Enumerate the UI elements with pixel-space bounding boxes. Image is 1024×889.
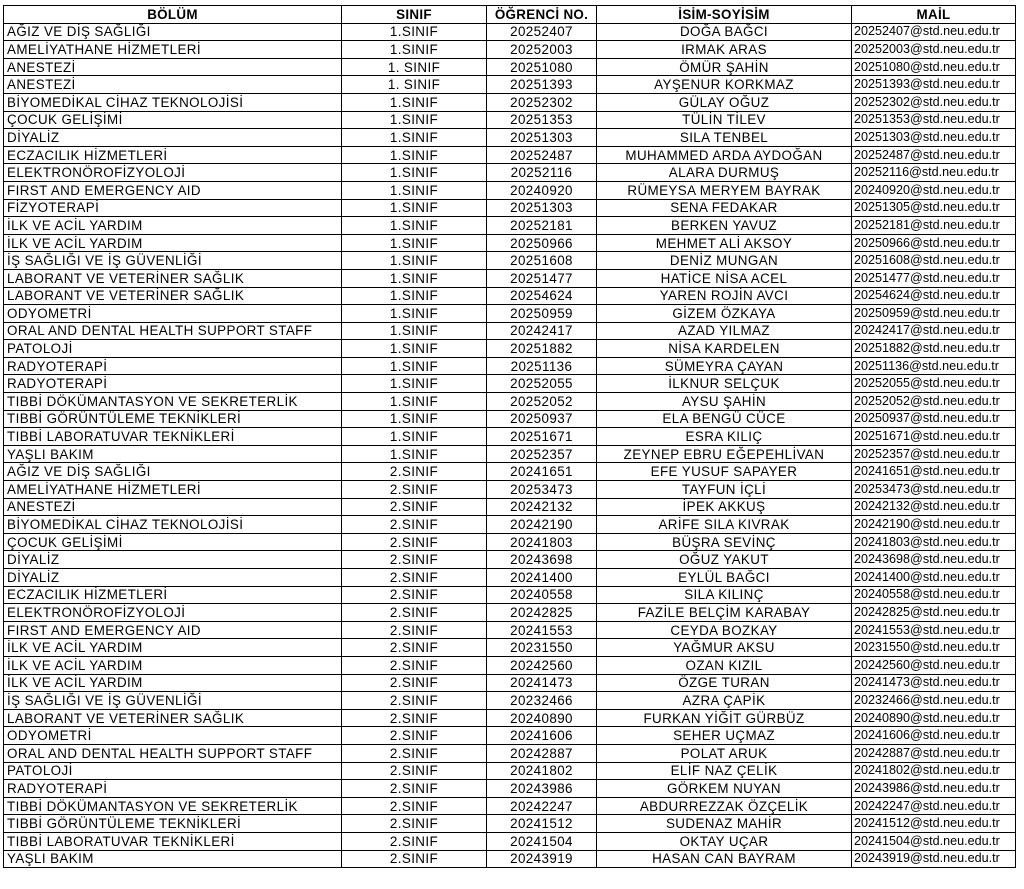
cell-bolum: ANESTEZİ xyxy=(4,76,342,94)
table-row xyxy=(4,744,1016,762)
cell-isim-soyisim: EYLÜL BAĞCI xyxy=(597,569,852,587)
cell-mail: 20231550@std.neu.edu.tr xyxy=(852,639,1016,657)
cell-ogrenci-no: 20254624 xyxy=(487,287,597,305)
cell-mail: 20242190@std.neu.edu.tr xyxy=(852,516,1016,534)
cell-mail: 20242825@std.neu.edu.tr xyxy=(852,604,1016,622)
cell-isim-soyisim: AYŞENUR KORKMAZ xyxy=(597,76,852,94)
header-sinif: SINIF xyxy=(342,6,487,24)
cell-ogrenci-no: 20242887 xyxy=(487,744,597,762)
cell-isim-soyisim: AZRA ÇAPİK xyxy=(597,692,852,710)
cell-mail: 20232466@std.neu.edu.tr xyxy=(852,692,1016,710)
table-row xyxy=(4,621,1016,639)
cell-ogrenci-no: 20242560 xyxy=(487,656,597,674)
cell-isim-soyisim: OZAN KIZIL xyxy=(597,656,852,674)
cell-sinif: 1.SINIF xyxy=(342,322,487,340)
table-row xyxy=(4,199,1016,217)
cell-isim-soyisim: ÖMÜR ŞAHİN xyxy=(597,58,852,76)
cell-mail: 20250959@std.neu.edu.tr xyxy=(852,305,1016,323)
cell-bolum: ÇOCUK GELİŞİMİ xyxy=(4,533,342,551)
table-row xyxy=(4,551,1016,569)
cell-mail: 20241803@std.neu.edu.tr xyxy=(852,533,1016,551)
cell-mail: 20240890@std.neu.edu.tr xyxy=(852,709,1016,727)
table-row xyxy=(4,569,1016,587)
cell-mail: 20252181@std.neu.edu.tr xyxy=(852,217,1016,235)
cell-sinif: 1.SINIF xyxy=(342,234,487,252)
cell-ogrenci-no: 20252302 xyxy=(487,93,597,111)
cell-ogrenci-no: 20241473 xyxy=(487,674,597,692)
cell-sinif: 2.SINIF xyxy=(342,692,487,710)
cell-ogrenci-no: 20241651 xyxy=(487,463,597,481)
cell-ogrenci-no: 20252487 xyxy=(487,146,597,164)
cell-sinif: 2.SINIF xyxy=(342,463,487,481)
table-row xyxy=(4,164,1016,182)
cell-isim-soyisim: IRMAK ARAS xyxy=(597,41,852,59)
cell-mail: 20251393@std.neu.edu.tr xyxy=(852,76,1016,94)
table-row xyxy=(4,357,1016,375)
cell-isim-soyisim: SENA FEDAKAR xyxy=(597,199,852,217)
cell-isim-soyisim: ALARA DURMUŞ xyxy=(597,164,852,182)
header-isim-soyisim: İSİM-SOYİSİM xyxy=(597,6,852,24)
cell-ogrenci-no: 20241606 xyxy=(487,727,597,745)
cell-isim-soyisim: GÜLAY OĞUZ xyxy=(597,93,852,111)
cell-sinif: 2.SINIF xyxy=(342,551,487,569)
cell-ogrenci-no: 20241400 xyxy=(487,569,597,587)
cell-mail: 20251305@std.neu.edu.tr xyxy=(852,199,1016,217)
cell-isim-soyisim: HATİCE NİSA ACEL xyxy=(597,269,852,287)
cell-bolum: TIBBİ DÖKÜMANTASYON VE SEKRETERLİK xyxy=(4,797,342,815)
cell-sinif: 2.SINIF xyxy=(342,815,487,833)
cell-ogrenci-no: 20251080 xyxy=(487,58,597,76)
cell-isim-soyisim: AZAD YILMAZ xyxy=(597,322,852,340)
cell-sinif: 2.SINIF xyxy=(342,586,487,604)
cell-mail: 20251477@std.neu.edu.tr xyxy=(852,269,1016,287)
table-row xyxy=(4,58,1016,76)
table-row xyxy=(4,129,1016,147)
cell-sinif: 1.SINIF xyxy=(342,23,487,41)
cell-mail: 20242132@std.neu.edu.tr xyxy=(852,498,1016,516)
cell-sinif: 2.SINIF xyxy=(342,727,487,745)
cell-ogrenci-no: 20241512 xyxy=(487,815,597,833)
cell-isim-soyisim: GÖRKEM NUYAN xyxy=(597,780,852,798)
table-row xyxy=(4,41,1016,59)
cell-bolum: BİYOMEDİKAL CİHAZ TEKNOLOJİSİ xyxy=(4,93,342,111)
table-row xyxy=(4,375,1016,393)
cell-isim-soyisim: SILA KILINÇ xyxy=(597,586,852,604)
cell-ogrenci-no: 20252055 xyxy=(487,375,597,393)
cell-isim-soyisim: RÜMEYSA MERYEM BAYRAK xyxy=(597,181,852,199)
cell-bolum: FİZYOTERAPİ xyxy=(4,199,342,217)
cell-sinif: 2.SINIF xyxy=(342,533,487,551)
cell-bolum: ODYOMETRİ xyxy=(4,727,342,745)
table-row xyxy=(4,340,1016,358)
cell-isim-soyisim: BERKEN YAVUZ xyxy=(597,217,852,235)
cell-isim-soyisim: SILA TENBEL xyxy=(597,129,852,147)
cell-mail: 20242560@std.neu.edu.tr xyxy=(852,656,1016,674)
cell-isim-soyisim: YAREN ROJİN AVCI xyxy=(597,287,852,305)
cell-ogrenci-no: 20252407 xyxy=(487,23,597,41)
cell-sinif: 1.SINIF xyxy=(342,129,487,147)
cell-mail: 20241512@std.neu.edu.tr xyxy=(852,815,1016,833)
cell-ogrenci-no: 20242190 xyxy=(487,516,597,534)
cell-ogrenci-no: 20252116 xyxy=(487,164,597,182)
cell-bolum: TIBBİ LABORATUVAR TEKNİKLERİ xyxy=(4,428,342,446)
table-row xyxy=(4,516,1016,534)
cell-bolum: ÇOCUK GELİŞİMİ xyxy=(4,111,342,129)
cell-mail: 20243986@std.neu.edu.tr xyxy=(852,780,1016,798)
cell-bolum: RADYOTERAPİ xyxy=(4,375,342,393)
cell-isim-soyisim: İPEK AKKUŞ xyxy=(597,498,852,516)
cell-sinif: 1.SINIF xyxy=(342,410,487,428)
cell-ogrenci-no: 20243919 xyxy=(487,850,597,868)
cell-mail: 20241400@std.neu.edu.tr xyxy=(852,569,1016,587)
cell-isim-soyisim: SEHER UÇMAZ xyxy=(597,727,852,745)
cell-ogrenci-no: 20250959 xyxy=(487,305,597,323)
cell-ogrenci-no: 20251303 xyxy=(487,199,597,217)
cell-ogrenci-no: 20252181 xyxy=(487,217,597,235)
cell-mail: 20252052@std.neu.edu.tr xyxy=(852,393,1016,411)
table-row xyxy=(4,322,1016,340)
cell-ogrenci-no: 20253473 xyxy=(487,481,597,499)
cell-mail: 20252055@std.neu.edu.tr xyxy=(852,375,1016,393)
table-row xyxy=(4,656,1016,674)
cell-sinif: 2.SINIF xyxy=(342,656,487,674)
cell-sinif: 1.SINIF xyxy=(342,305,487,323)
cell-sinif: 2.SINIF xyxy=(342,498,487,516)
cell-bolum: ECZACILIK HİZMETLERİ xyxy=(4,586,342,604)
cell-bolum: TIBBİ LABORATUVAR TEKNİKLERİ xyxy=(4,832,342,850)
table-row xyxy=(4,604,1016,622)
cell-ogrenci-no: 20251608 xyxy=(487,252,597,270)
cell-mail: 20254624@std.neu.edu.tr xyxy=(852,287,1016,305)
cell-mail: 20241473@std.neu.edu.tr xyxy=(852,674,1016,692)
table-row xyxy=(4,674,1016,692)
cell-sinif: 2.SINIF xyxy=(342,744,487,762)
cell-ogrenci-no: 20241803 xyxy=(487,533,597,551)
cell-sinif: 2.SINIF xyxy=(342,780,487,798)
cell-isim-soyisim: AYSU ŞAHİN xyxy=(597,393,852,411)
cell-bolum: LABORANT VE VETERİNER SAĞLIK xyxy=(4,269,342,287)
cell-ogrenci-no: 20251136 xyxy=(487,357,597,375)
cell-isim-soyisim: OKTAY UÇAR xyxy=(597,832,852,850)
cell-sinif: 2.SINIF xyxy=(342,621,487,639)
cell-mail: 20240920@std.neu.edu.tr xyxy=(852,181,1016,199)
table-row xyxy=(4,393,1016,411)
cell-ogrenci-no: 20243986 xyxy=(487,780,597,798)
cell-sinif: 2.SINIF xyxy=(342,674,487,692)
cell-sinif: 1.SINIF xyxy=(342,287,487,305)
table-row xyxy=(4,709,1016,727)
cell-sinif: 2.SINIF xyxy=(342,569,487,587)
header-row xyxy=(4,6,1016,24)
cell-sinif: 1.SINIF xyxy=(342,445,487,463)
cell-ogrenci-no: 20241553 xyxy=(487,621,597,639)
table-row xyxy=(4,93,1016,111)
cell-mail: 20253473@std.neu.edu.tr xyxy=(852,481,1016,499)
cell-isim-soyisim: OĞUZ YAKUT xyxy=(597,551,852,569)
cell-bolum: TIBBİ GÖRÜNTÜLEME TEKNİKLERİ xyxy=(4,410,342,428)
cell-ogrenci-no: 20242132 xyxy=(487,498,597,516)
cell-mail: 20251671@std.neu.edu.tr xyxy=(852,428,1016,446)
cell-ogrenci-no: 20240890 xyxy=(487,709,597,727)
cell-mail: 20251882@std.neu.edu.tr xyxy=(852,340,1016,358)
cell-isim-soyisim: NİSA KARDELEN xyxy=(597,340,852,358)
cell-bolum: LABORANT VE VETERİNER SAĞLIK xyxy=(4,709,342,727)
cell-sinif: 1.SINIF xyxy=(342,357,487,375)
table-row xyxy=(4,269,1016,287)
cell-sinif: 2.SINIF xyxy=(342,516,487,534)
cell-isim-soyisim: MUHAMMED ARDA AYDOĞAN xyxy=(597,146,852,164)
cell-bolum: İLK VE ACİL YARDIM xyxy=(4,639,342,657)
table-row xyxy=(4,252,1016,270)
cell-mail: 20243698@std.neu.edu.tr xyxy=(852,551,1016,569)
cell-ogrenci-no: 20241504 xyxy=(487,832,597,850)
cell-isim-soyisim: İLKNUR SELÇUK xyxy=(597,375,852,393)
table-row xyxy=(4,146,1016,164)
cell-mail: 20251303@std.neu.edu.tr xyxy=(852,129,1016,147)
cell-bolum: FIRST AND EMERGENCY AID xyxy=(4,181,342,199)
cell-sinif: 1. SINIF xyxy=(342,76,487,94)
cell-bolum: DİYALİZ xyxy=(4,569,342,587)
cell-ogrenci-no: 20241802 xyxy=(487,762,597,780)
cell-isim-soyisim: TÜLİN TİLEV xyxy=(597,111,852,129)
cell-mail: 20252302@std.neu.edu.tr xyxy=(852,93,1016,111)
cell-isim-soyisim: HASAN CAN BAYRAM xyxy=(597,850,852,868)
cell-sinif: 1. SINIF xyxy=(342,58,487,76)
cell-sinif: 2.SINIF xyxy=(342,850,487,868)
cell-mail: 20250937@std.neu.edu.tr xyxy=(852,410,1016,428)
cell-sinif: 1.SINIF xyxy=(342,428,487,446)
cell-sinif: 1.SINIF xyxy=(342,252,487,270)
cell-ogrenci-no: 20251882 xyxy=(487,340,597,358)
cell-ogrenci-no: 20252052 xyxy=(487,393,597,411)
cell-bolum: TIBBİ DÖKÜMANTASYON VE SEKRETERLİK xyxy=(4,393,342,411)
table-body xyxy=(4,23,1016,868)
cell-ogrenci-no: 20232466 xyxy=(487,692,597,710)
cell-isim-soyisim: YAĞMUR AKSU xyxy=(597,639,852,657)
cell-mail: 20240558@std.neu.edu.tr xyxy=(852,586,1016,604)
cell-mail: 20251353@std.neu.edu.tr xyxy=(852,111,1016,129)
cell-bolum: ANESTEZİ xyxy=(4,58,342,76)
cell-mail: 20241651@std.neu.edu.tr xyxy=(852,463,1016,481)
cell-bolum: RADYOTERAPİ xyxy=(4,780,342,798)
cell-bolum: AMELİYATHANE HİZMETLERİ xyxy=(4,481,342,499)
cell-ogrenci-no: 20242417 xyxy=(487,322,597,340)
cell-bolum: YAŞLI BAKIM xyxy=(4,850,342,868)
cell-ogrenci-no: 20252357 xyxy=(487,445,597,463)
cell-ogrenci-no: 20240558 xyxy=(487,586,597,604)
cell-sinif: 1.SINIF xyxy=(342,181,487,199)
table-row xyxy=(4,234,1016,252)
cell-bolum: AĞIZ VE DİŞ SAĞLIĞI xyxy=(4,23,342,41)
cell-sinif: 2.SINIF xyxy=(342,481,487,499)
table-row xyxy=(4,217,1016,235)
cell-sinif: 1.SINIF xyxy=(342,393,487,411)
cell-isim-soyisim: ELİF NAZ ÇELİK xyxy=(597,762,852,780)
cell-sinif: 1.SINIF xyxy=(342,375,487,393)
cell-mail: 20242887@std.neu.edu.tr xyxy=(852,744,1016,762)
cell-sinif: 1.SINIF xyxy=(342,199,487,217)
cell-sinif: 1.SINIF xyxy=(342,217,487,235)
cell-bolum: AĞIZ VE DİŞ SAĞLIĞI xyxy=(4,463,342,481)
table-row xyxy=(4,533,1016,551)
table-row xyxy=(4,445,1016,463)
cell-isim-soyisim: ABDURREZZAK ÖZÇELİK xyxy=(597,797,852,815)
cell-isim-soyisim: ELA BENGÜ CÜCE xyxy=(597,410,852,428)
cell-bolum: DİYALİZ xyxy=(4,129,342,147)
cell-bolum: ELEKTRONÖROFİZYOLOJİ xyxy=(4,604,342,622)
table-row xyxy=(4,23,1016,41)
cell-sinif: 1.SINIF xyxy=(342,111,487,129)
cell-mail: 20242417@std.neu.edu.tr xyxy=(852,322,1016,340)
table-row xyxy=(4,481,1016,499)
table-row xyxy=(4,762,1016,780)
table-row xyxy=(4,815,1016,833)
cell-isim-soyisim: EFE YUSUF SAPAYER xyxy=(597,463,852,481)
table-row xyxy=(4,832,1016,850)
cell-sinif: 2.SINIF xyxy=(342,762,487,780)
header-bolum: BÖLÜM xyxy=(4,6,342,24)
cell-sinif: 1.SINIF xyxy=(342,41,487,59)
cell-sinif: 2.SINIF xyxy=(342,709,487,727)
cell-ogrenci-no: 20251393 xyxy=(487,76,597,94)
cell-mail: 20252487@std.neu.edu.tr xyxy=(852,146,1016,164)
cell-mail: 20242247@std.neu.edu.tr xyxy=(852,797,1016,815)
cell-bolum: TIBBİ GÖRÜNTÜLEME TEKNİKLERİ xyxy=(4,815,342,833)
table-row xyxy=(4,727,1016,745)
cell-sinif: 1.SINIF xyxy=(342,164,487,182)
cell-mail: 20241606@std.neu.edu.tr xyxy=(852,727,1016,745)
cell-sinif: 1.SINIF xyxy=(342,93,487,111)
cell-mail: 20252357@std.neu.edu.tr xyxy=(852,445,1016,463)
cell-isim-soyisim: GİZEM ÖZKAYA xyxy=(597,305,852,323)
cell-mail: 20251608@std.neu.edu.tr xyxy=(852,252,1016,270)
cell-ogrenci-no: 20231550 xyxy=(487,639,597,657)
cell-bolum: İLK VE ACİL YARDIM xyxy=(4,674,342,692)
cell-bolum: BİYOMEDİKAL CİHAZ TEKNOLOJİSİ xyxy=(4,516,342,534)
cell-ogrenci-no: 20251671 xyxy=(487,428,597,446)
cell-bolum: ANESTEZİ xyxy=(4,498,342,516)
cell-bolum: İLK VE ACİL YARDIM xyxy=(4,217,342,235)
cell-bolum: YAŞLI BAKIM xyxy=(4,445,342,463)
cell-sinif: 2.SINIF xyxy=(342,832,487,850)
cell-isim-soyisim: MEHMET ALİ AKSOY xyxy=(597,234,852,252)
cell-mail: 20251080@std.neu.edu.tr xyxy=(852,58,1016,76)
cell-isim-soyisim: DENİZ MUNGAN xyxy=(597,252,852,270)
table-row xyxy=(4,797,1016,815)
cell-isim-soyisim: ARİFE SILA KIVRAK xyxy=(597,516,852,534)
cell-isim-soyisim: ESRA KILIÇ xyxy=(597,428,852,446)
cell-bolum: ORAL AND DENTAL HEALTH SUPPORT STAFF xyxy=(4,744,342,762)
cell-bolum: PATOLOJİ xyxy=(4,762,342,780)
cell-mail: 20241553@std.neu.edu.tr xyxy=(852,621,1016,639)
cell-ogrenci-no: 20251353 xyxy=(487,111,597,129)
cell-ogrenci-no: 20252003 xyxy=(487,41,597,59)
cell-isim-soyisim: BÜŞRA SEVİNÇ xyxy=(597,533,852,551)
table-row xyxy=(4,428,1016,446)
cell-sinif: 1.SINIF xyxy=(342,146,487,164)
table-row xyxy=(4,111,1016,129)
cell-isim-soyisim: FURKAN YİĞİT GÜRBÜZ xyxy=(597,709,852,727)
table-row xyxy=(4,780,1016,798)
table-row xyxy=(4,639,1016,657)
cell-ogrenci-no: 20242247 xyxy=(487,797,597,815)
cell-bolum: İLK VE ACİL YARDIM xyxy=(4,234,342,252)
table-row xyxy=(4,287,1016,305)
cell-bolum: AMELİYATHANE HİZMETLERİ xyxy=(4,41,342,59)
cell-isim-soyisim: SUDENAZ MAHİR xyxy=(597,815,852,833)
cell-isim-soyisim: TAYFUN İÇLİ xyxy=(597,481,852,499)
cell-isim-soyisim: CEYDA BOZKAY xyxy=(597,621,852,639)
cell-bolum: RADYOTERAPİ xyxy=(4,357,342,375)
cell-isim-soyisim: SÜMEYRA ÇAYAN xyxy=(597,357,852,375)
cell-mail: 20241802@std.neu.edu.tr xyxy=(852,762,1016,780)
cell-isim-soyisim: FAZİLE BELÇİM KARABAY xyxy=(597,604,852,622)
header-ogrenci-no: ÖĞRENCİ NO. xyxy=(487,6,597,24)
cell-mail: 20252407@std.neu.edu.tr xyxy=(852,23,1016,41)
cell-isim-soyisim: ÖZGE TURAN xyxy=(597,674,852,692)
cell-bolum: ORAL AND DENTAL HEALTH SUPPORT STAFF xyxy=(4,322,342,340)
cell-isim-soyisim: POLAT ARUK xyxy=(597,744,852,762)
cell-ogrenci-no: 20250966 xyxy=(487,234,597,252)
cell-bolum: ELEKTRONÖROFİZYOLOJİ xyxy=(4,164,342,182)
cell-ogrenci-no: 20240920 xyxy=(487,181,597,199)
cell-mail: 20250966@std.neu.edu.tr xyxy=(852,234,1016,252)
table-row xyxy=(4,586,1016,604)
cell-bolum: FIRST AND EMERGENCY AID xyxy=(4,621,342,639)
cell-bolum: İLK VE ACİL YARDIM xyxy=(4,656,342,674)
cell-ogrenci-no: 20243698 xyxy=(487,551,597,569)
cell-ogrenci-no: 20242825 xyxy=(487,604,597,622)
cell-mail: 20243919@std.neu.edu.tr xyxy=(852,850,1016,868)
table-row xyxy=(4,498,1016,516)
table-row xyxy=(4,850,1016,868)
table-row xyxy=(4,463,1016,481)
cell-bolum: ODYOMETRİ xyxy=(4,305,342,323)
table-row xyxy=(4,410,1016,428)
cell-sinif: 1.SINIF xyxy=(342,269,487,287)
cell-mail: 20241504@std.neu.edu.tr xyxy=(852,832,1016,850)
cell-bolum: DİYALİZ xyxy=(4,551,342,569)
header-mail: MAİL xyxy=(852,6,1016,24)
cell-bolum: PATOLOJİ xyxy=(4,340,342,358)
cell-ogrenci-no: 20250937 xyxy=(487,410,597,428)
cell-isim-soyisim: ZEYNEP EBRU EĞEPEHLİVAN xyxy=(597,445,852,463)
student-table xyxy=(3,5,1016,868)
cell-bolum: ECZACILIK HİZMETLERİ xyxy=(4,146,342,164)
cell-isim-soyisim: DOĞA BAĞCI xyxy=(597,23,852,41)
cell-sinif: 2.SINIF xyxy=(342,604,487,622)
cell-bolum: İŞ SAĞLIĞI VE İŞ GÜVENLİĞİ xyxy=(4,692,342,710)
cell-mail: 20252116@std.neu.edu.tr xyxy=(852,164,1016,182)
table-row xyxy=(4,692,1016,710)
cell-sinif: 2.SINIF xyxy=(342,639,487,657)
cell-bolum: İŞ SAĞLIĞI VE İŞ GÜVENLİĞİ xyxy=(4,252,342,270)
cell-mail: 20252003@std.neu.edu.tr xyxy=(852,41,1016,59)
cell-mail: 20251136@std.neu.edu.tr xyxy=(852,357,1016,375)
table-row xyxy=(4,305,1016,323)
table-row xyxy=(4,181,1016,199)
cell-ogrenci-no: 20251477 xyxy=(487,269,597,287)
cell-bolum: LABORANT VE VETERİNER SAĞLIK xyxy=(4,287,342,305)
table-row xyxy=(4,76,1016,94)
cell-ogrenci-no: 20251303 xyxy=(487,129,597,147)
cell-sinif: 2.SINIF xyxy=(342,797,487,815)
cell-sinif: 1.SINIF xyxy=(342,340,487,358)
